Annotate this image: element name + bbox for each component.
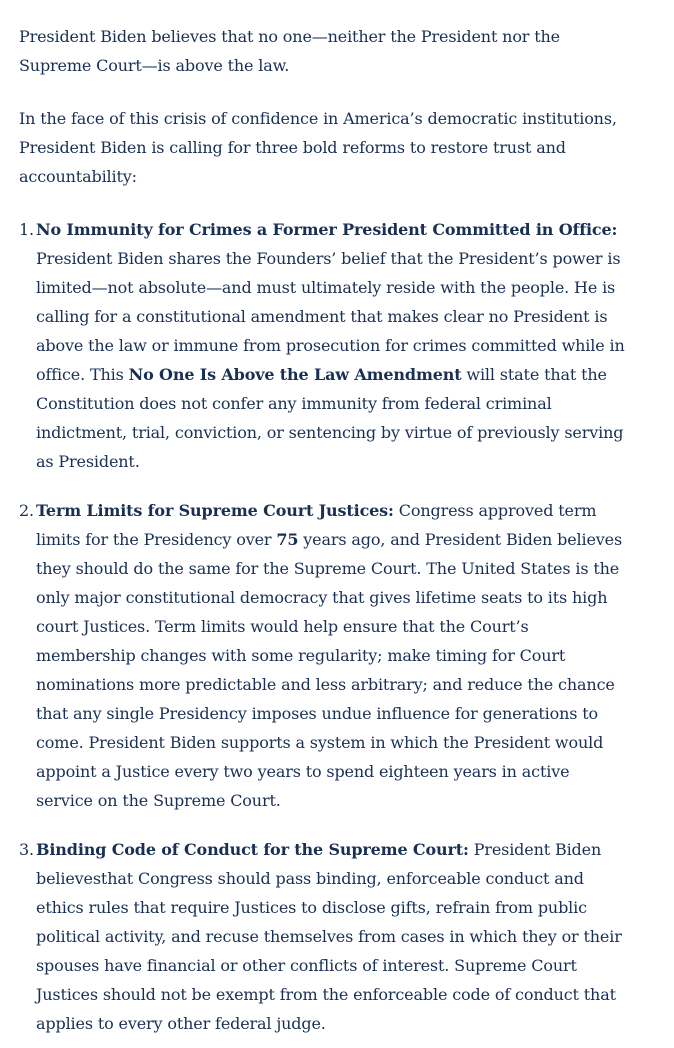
list-item-number: 2.: [19, 501, 34, 520]
text-segment-bold: Binding Code of Conduct for the Supreme Court:: [36, 840, 469, 859]
text-segment: President Biden believesthat Congress should pass binding, enforceable conduct and ethics rules that require Justices to disclose gifts, refrain from public political activity, and recuse themselves from cases in which they or their spouses have financial or other conflicts of interest. Supreme Court Justices should not be exempt from the enforceable code of conduct that applies to every other federal judge.: [36, 840, 622, 1033]
text-segment-bold: No One Is Above the Law Amendment: [128, 365, 462, 384]
text-segment: years ago, and President Biden believes they should do the same for the Supreme Court. The United States is the only major constitutional democracy that gives lifetime seats to its high court Justices. Term limits would help ensure that the Court’s membership changes with some regularity; make timing for Court nominations more predictable and less arbitrary; and reduce the chance that any single Presidency imposes undue influence for generations to come. President Biden supports a system in which the President would appoint a Justice every two years to spend eighteen years in active service on the Supreme Court.: [36, 530, 623, 810]
list-item-number: 3.: [19, 840, 34, 859]
text-segment: President Biden shares the Founders’ belief that the President’s power is limited—not absolute—and must ultimately reside with the people. He is calling for a constitutional amendment that makes clear no President is above the law or immune from prosecution for crimes committed while in office. This: [36, 249, 625, 384]
reforms-list: [19, 215, 629, 1038]
paragraph: President Biden believes that no one—neither the President nor the Supreme Court—is above the law.: [19, 27, 560, 75]
text-segment-bold: Term Limits for Supreme Court Justices:: [36, 501, 394, 520]
list-item: [19, 215, 629, 476]
list-item-number: 1.: [19, 220, 34, 239]
paragraph: In the face of this crisis of confidence in America’s democratic institutions, President Biden is calling for three bold reforms to restore trust and accountability:: [19, 109, 617, 186]
list-item: [19, 835, 629, 1038]
text-segment: Congress approved term limits for the Presidency over: [36, 501, 597, 549]
list-item: [19, 496, 629, 815]
text-segment-bold: 75: [276, 530, 299, 549]
text-segment: will state that the Constitution does not confer any immunity from federal criminal indictment, trial, conviction, or sentencing by virtue of previously serving as President.: [36, 365, 624, 471]
intro-paragraphs: [19, 22, 629, 191]
text-segment-bold: No Immunity for Crimes a Former President Committed in Office:: [36, 220, 618, 239]
